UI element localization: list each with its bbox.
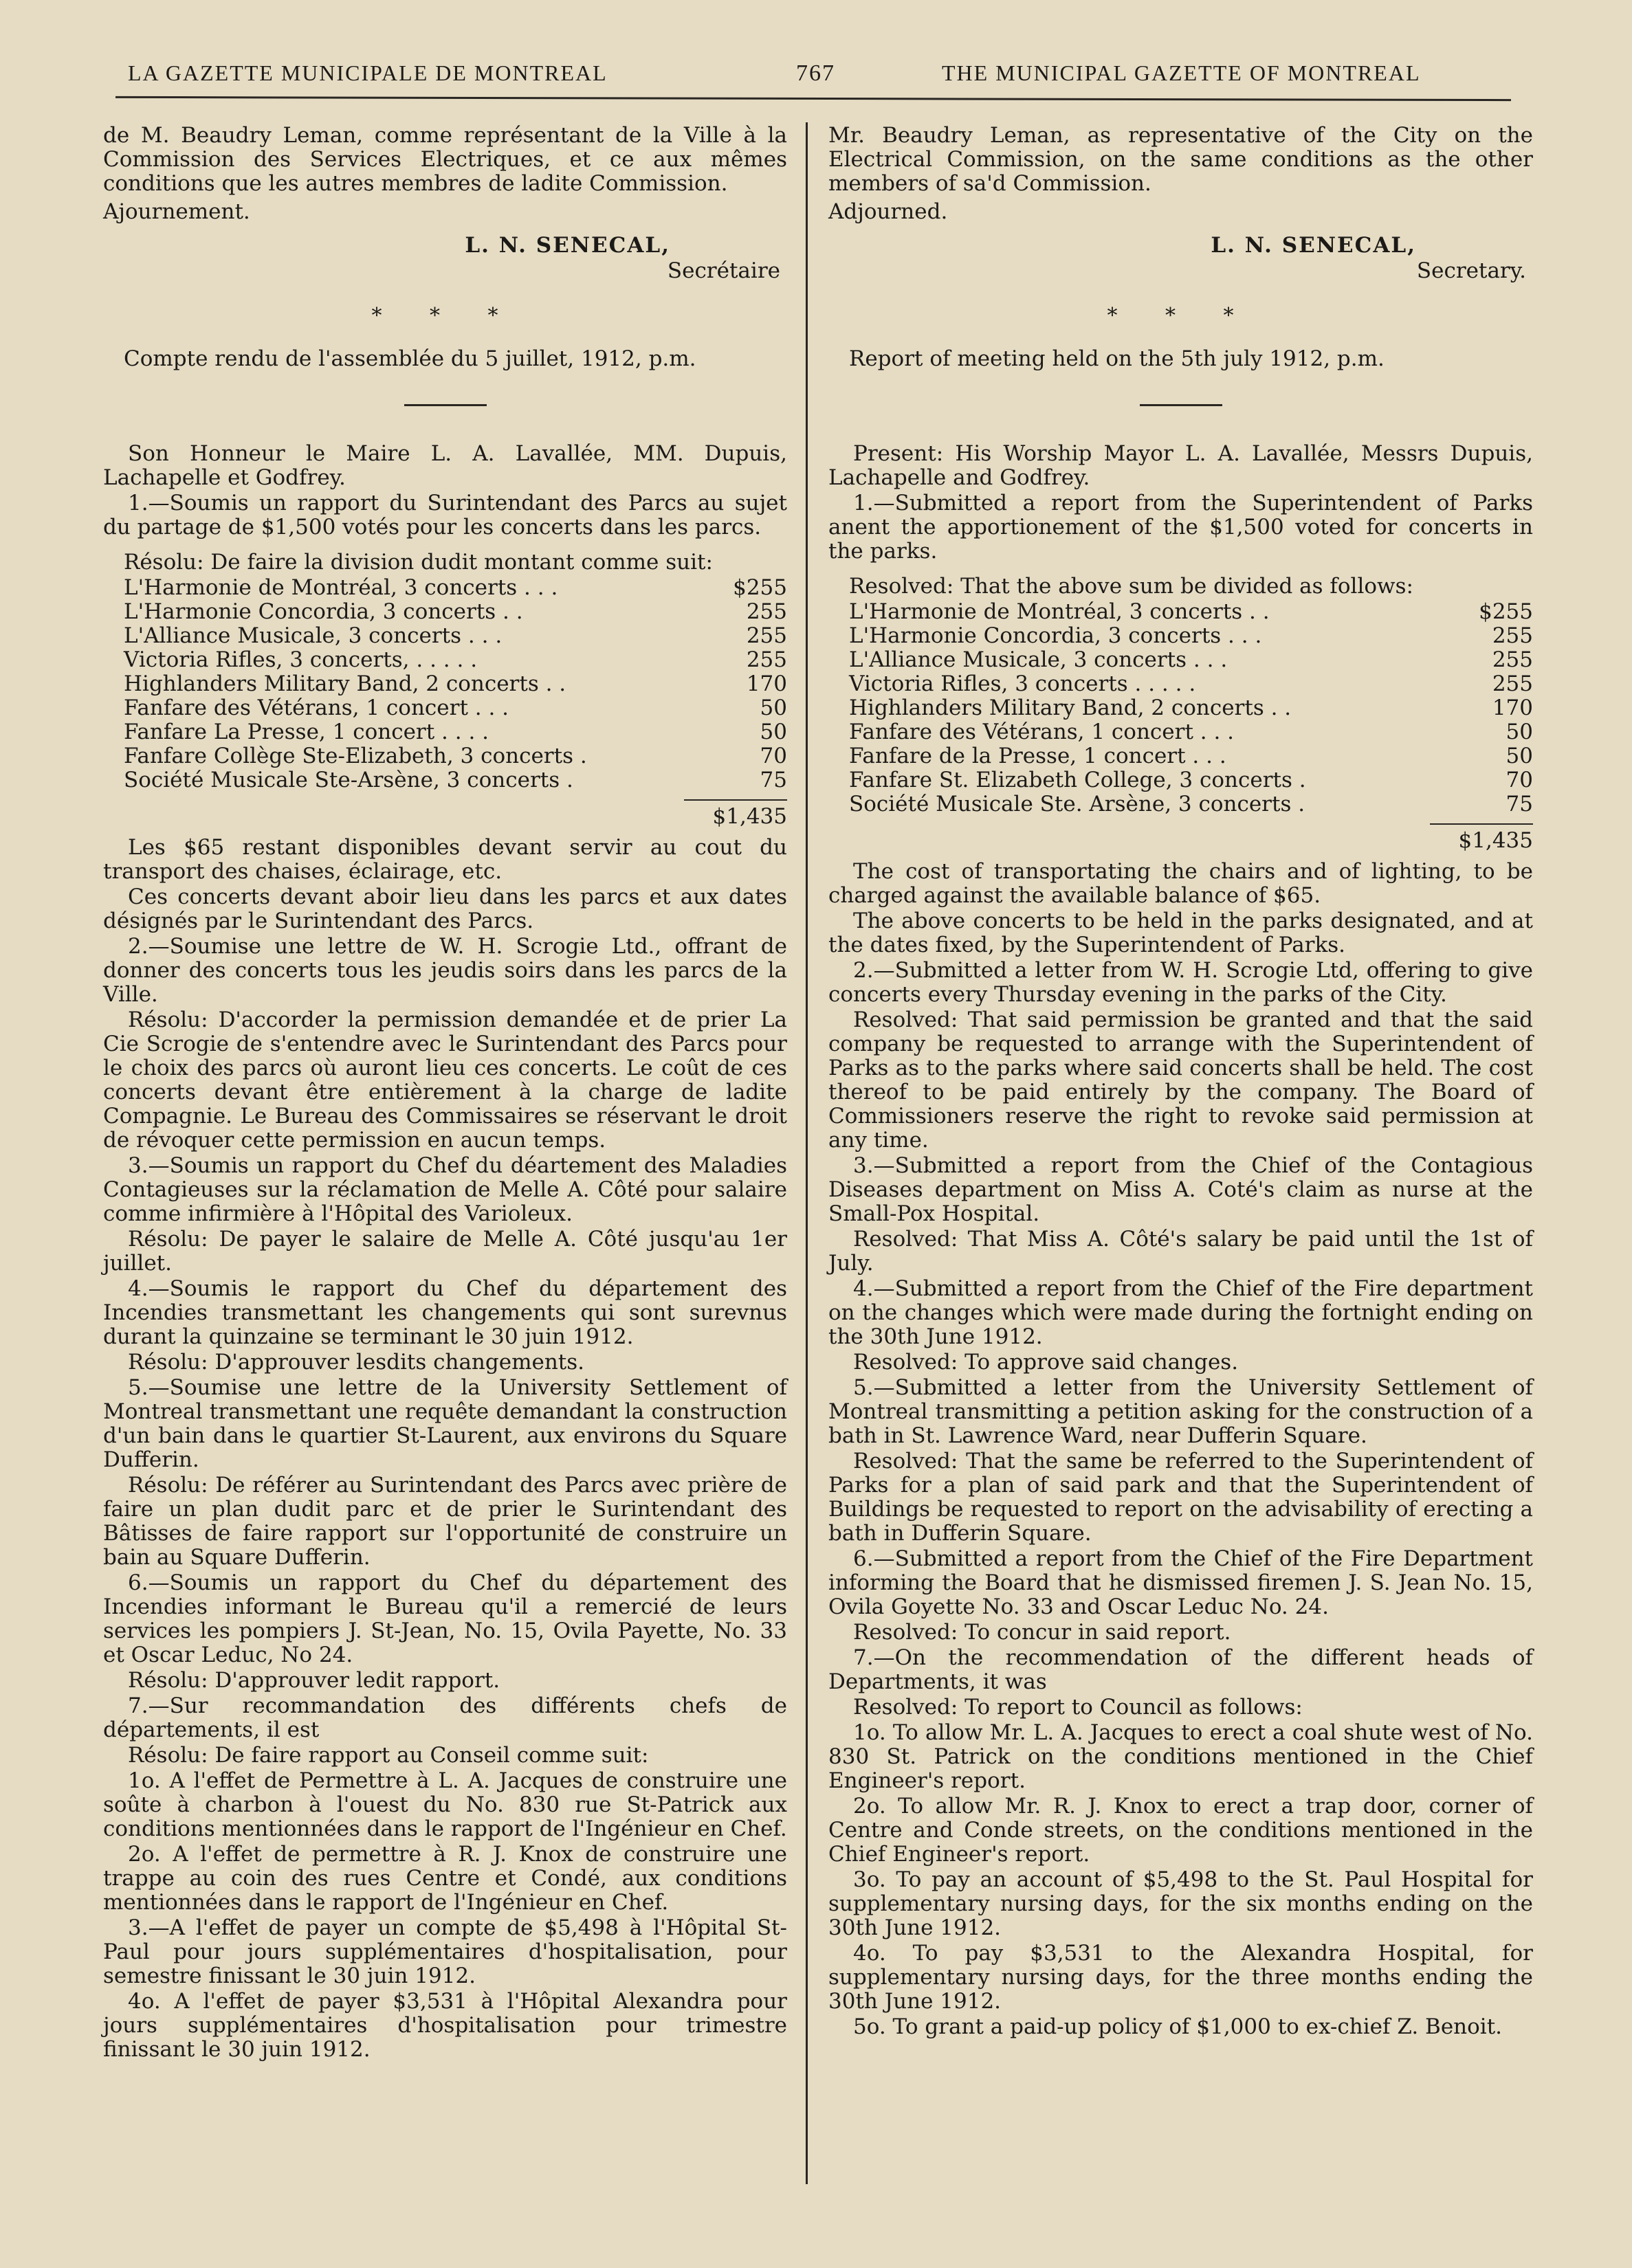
allocation-row (124, 600, 787, 624)
allocation-amount: 255 (1492, 647, 1533, 672)
resolved-7: Résolu: De faire rapport au Conseil comme suit: (128, 1743, 649, 1768)
allocation-row (849, 672, 1533, 696)
header-rule (115, 96, 1511, 101)
signature-title: Secrétaire (667, 258, 780, 283)
recommendation-4: 4o. A l'effet de payer $3,531 à l'Hôpital Alexandra pour jours supplémentaires d'hospitalisation pour trimestre finissant le 30 juin 1912. (103, 1989, 787, 2062)
recommendation-1: 1o. To allow Mr. L. A. Jacques to erect a coal shute west of No. 830 St. Patrick on the conditions mentioned in the Chief Engineer's report. (828, 1720, 1533, 1793)
header-french-title: LA GAZETTE MUNICIPALE DE MONTREAL (128, 60, 608, 85)
resolved-5: Résolu: De référer au Surintendant des Parcs avec prière de faire un plan dudit parc et de prier le Surintendant des Bâtisses de faire rapport sur l'opportunité de construire un bain au Square Dufferin. (103, 1473, 787, 1570)
item-7: 7.—Sur recommandation des différents chefs de départements, il est (103, 1693, 787, 1742)
allocation-row (849, 768, 1533, 792)
short-rule (1140, 404, 1222, 406)
allocation-amount: 255 (1492, 671, 1533, 696)
allocation-amount: 50 (1506, 720, 1533, 744)
allocation-name: L'Harmonie de Montréal, 3 concerts . . (849, 599, 1270, 624)
french-column (103, 124, 787, 2063)
present-paragraph: Present: His Worship Mayor L. A. Lavallée, Messrs Dupuis, Lachapelle and Godfrey. (828, 441, 1533, 490)
recommendation-2: 2o. A l'effet de permettre à R. J. Knox de construire une trappe au coin des rues Centre et Condé, aux conditions mentionnées dans le rapport de l'Ingénieur en Chef. (103, 1842, 787, 1915)
allocation-name: Société Musicale Ste-Arsène, 3 concerts . (124, 768, 573, 792)
meeting-heading: Report of meeting held on the 5th july 1912, p.m. (849, 346, 1385, 371)
allocation-total: $1,435 (712, 804, 787, 829)
item-2: 2.—Soumise une lettre de W. H. Scrogie Ltd., offrant de donner des concerts tous les jeudis soirs dans les parcs de la Ville. (103, 934, 787, 1007)
dates-paragraph: The above concerts to be held in the parks designated, and at the dates fixed, by the Superintendent of Parks. (828, 909, 1533, 957)
allocation-amount: 50 (760, 720, 787, 744)
allocation-row (849, 696, 1533, 720)
signature-title: Secretary. (1416, 258, 1526, 283)
allocation-row (849, 744, 1533, 768)
allocation-row (849, 648, 1533, 672)
allocation-row (124, 624, 787, 648)
resolved-split: Resolved: That the above sum be divided as follows: (849, 574, 1413, 599)
allocation-amount: 255 (746, 623, 787, 648)
allocation-amount: 170 (1492, 696, 1533, 720)
allocation-row (849, 720, 1533, 744)
allocation-row (124, 720, 787, 744)
allocation-amount: 50 (760, 696, 787, 720)
allocation-amount: 50 (1506, 744, 1533, 768)
resolved-split: Résolu: De faire la division dudit montant comme suit: (124, 550, 713, 575)
recommendation-5: 5o. To grant a paid-up policy of $1,000 to ex-chief Z. Benoit. (853, 2014, 1503, 2039)
allocation-amount: 255 (746, 599, 787, 624)
allocation-row (124, 744, 787, 768)
column-divider (806, 122, 808, 2184)
item-3: 3.—Submitted a report from the Chief of the Contagious Diseases department on Miss A. Coté's claim as nurse at the Small-Pox Hospital. (828, 1153, 1533, 1226)
present-paragraph: Son Honneur le Maire L. A. Lavallée, MM. Dupuis, Lachapelle et Godfrey. (103, 441, 787, 490)
allocation-name: Fanfare des Vétérans, 1 concert . . . (124, 696, 509, 720)
signature-name: L. N. SENECAL, (1211, 233, 1416, 258)
allocation-name: L'Alliance Musicale, 3 concerts . . . (849, 647, 1228, 672)
section-separator: * * * (1107, 304, 1255, 328)
allocation-amount: $255 (1479, 599, 1533, 624)
adjournment: Adjourned. (828, 199, 948, 224)
resolved-3: Résolu: De payer le salaire de Melle A. Côté jusqu'au 1er juillet. (103, 1227, 787, 1276)
intro-paragraph: Mr. Beaudry Leman, as representative of the City on the Electrical Commission, on the same conditions as the other members of sa'd Commission. (828, 123, 1533, 196)
allocation-name: Fanfare de la Presse, 1 concert . . . (849, 744, 1226, 768)
allocation-name: Victoria Rifles, 3 concerts . . . . . (849, 671, 1196, 696)
allocation-amount: 70 (1506, 768, 1533, 792)
allocation-list (849, 575, 1533, 853)
total-rule (1430, 823, 1533, 825)
item-6: 6.—Soumis un rapport du Chef du département des Incendies informant le Bureau qu'il a remercié de leurs services les pompiers J. St-Jean, No. 15, Ovila Payette, No. 33 et Oscar Leduc, No 24. (103, 1570, 787, 1667)
allocation-name: Société Musicale Ste. Arsène, 3 concerts . (849, 792, 1305, 816)
item-2: 2.—Submitted a letter from W. H. Scrogie Ltd, offering to give concerts every Thursday evening in the parks of the City. (828, 958, 1533, 1007)
allocation-row (849, 600, 1533, 624)
item-7: 7.—On the recommendation of the different heads of Departments, it was (828, 1645, 1533, 1694)
allocation-name: Highlanders Military Band, 2 concerts . . (124, 671, 566, 696)
allocation-row (124, 576, 787, 600)
item-1: 1.—Soumis un rapport du Surintendant des Parcs au sujet du partage de $1,500 votés pour les concerts dans les parcs. (103, 491, 787, 540)
allocation-row (124, 648, 787, 672)
item-4: 4.—Submitted a report from the Chief of the Fire department on the changes which were made during the fortnight ending on the 30th June 1912. (828, 1276, 1533, 1349)
allocation-row (124, 768, 787, 792)
resolved-3: Resolved: That Miss A. Côté's salary be paid until the 1st of July. (828, 1227, 1533, 1276)
item-6: 6.—Submitted a report from the Chief of the Fire Department informing the Board that he dismissed firemen J. S. Jean No. 15, Ovila Goyette No. 33 and Oscar Leduc No. 24. (828, 1546, 1533, 1619)
recommendation-3: 3.—A l'effet de payer un compte de $5,498 à l'Hôpital St-Paul pour jours supplémentaires d'hospitalisation, pour semestre finissant le 30 juin 1912. (103, 1915, 787, 1988)
allocation-amount: 75 (760, 768, 787, 792)
allocation-name: L'Harmonie Concordia, 3 concerts . . (124, 599, 523, 624)
allocation-name: Fanfare Collège Ste-Elizabeth, 3 concerts . (124, 744, 587, 768)
item-1: 1.—Submitted a report from the Superintendent of Parks anent the apportionement of the $1,500 voted for concerts in the parks. (828, 491, 1533, 564)
header-english-title: THE MUNICIPAL GAZETTE OF MONTREAL (942, 60, 1421, 85)
resolved-6: Résolu: D'approuver ledit rapport. (128, 1668, 500, 1693)
allocation-total: $1,435 (1458, 828, 1533, 853)
total-rule (684, 799, 787, 801)
allocation-name: Fanfare St. Elizabeth College, 3 concerts . (849, 768, 1306, 792)
recommendation-1: 1o. A l'effet de Permettre à L. A. Jacques de construire une soûte à charbon à l'ouest du No. 830 rue St-Patrick aux conditions mentionnées dans le rapport de l'Ingénieur en Chef. (103, 1768, 787, 1841)
allocation-name: Fanfare des Vétérans, 1 concert . . . (849, 720, 1235, 744)
allocation-amount: 75 (1506, 792, 1533, 816)
short-rule (404, 404, 487, 406)
allocation-name: L'Harmonie de Montréal, 3 concerts . . . (124, 575, 558, 600)
item-3: 3.—Soumis un rapport du Chef du déartement des Maladies Contagieuses sur la réclamation de Melle A. Côté pour salaire comme infirmière à l'Hôpital des Varioleux. (103, 1153, 787, 1226)
allocation-amount: 255 (746, 647, 787, 672)
resolved-7: Resolved: To report to Council as follows: (853, 1695, 1303, 1720)
allocation-name: L'Alliance Musicale, 3 concerts . . . (124, 623, 503, 648)
resolved-6: Resolved: To concur in said report. (853, 1620, 1231, 1645)
allocation-row (124, 672, 787, 696)
remaining-paragraph: Les $65 restant disponibles devant servir au cout du transport des chaises, éclairage, etc. (103, 835, 787, 884)
allocation-row (849, 792, 1533, 816)
allocation-name: Victoria Rifles, 3 concerts, . . . . . (124, 647, 478, 672)
recommendation-3: 3o. To pay an account of $5,498 to the St. Paul Hospital for supplementary nursing days, for the six months ending on the 30th June 1912. (828, 1867, 1533, 1940)
allocation-row (849, 624, 1533, 648)
resolved-5: Resolved: That the same be referred to the Superintendent of Parks for a plan of said park and that the Superintendent of Buildings be requested to report on the advisability of erecting a bath in Dufferin Square. (828, 1449, 1533, 1546)
allocation-list (124, 551, 787, 829)
meeting-heading: Compte rendu de l'assemblée du 5 juillet, 1912, p.m. (124, 346, 696, 371)
allocation-amount: 170 (746, 671, 787, 696)
allocation-name: L'Harmonie Concordia, 3 concerts . . . (849, 623, 1262, 648)
recommendation-2: 2o. To allow Mr. R. J. Knox to erect a trap door, corner of Centre and Conde streets, on the conditions mentioned in the Chief Engineer's report. (828, 1794, 1533, 1867)
adjournment: Ajournement. (103, 199, 250, 224)
english-column (828, 124, 1533, 2041)
allocation-amount: 70 (760, 744, 787, 768)
allocation-name: Highlanders Military Band, 2 concerts . . (849, 696, 1292, 720)
item-5: 5.—Soumise une lettre de la University Settlement of Montreal transmettant une requête demandant la construction d'un bain dans le quartier St-Laurent, aux environs du Square Dufferin. (103, 1375, 787, 1472)
resolved-4: Resolved: To approve said changes. (853, 1350, 1239, 1375)
section-separator: * * * (371, 304, 519, 328)
allocation-amount: $255 (733, 575, 787, 600)
item-5: 5.—Submitted a letter from the University Settlement of Montreal transmitting a petition asking for the construction of a bath in St. Lawrence Ward, near Dufferin Square. (828, 1375, 1533, 1448)
page-number: 767 (796, 60, 835, 86)
signature-name: L. N. SENECAL, (465, 233, 670, 258)
recommendation-4: 4o. To pay $3,531 to the Alexandra Hospital, for supplementary nursing days, for the three months ending the 30th June 1912. (828, 1941, 1533, 2014)
item-4: 4.—Soumis le rapport du Chef du département des Incendies transmettant les changements qui sont surevnus durant la quinzaine se terminant le 30 juin 1912. (103, 1276, 787, 1349)
resolved-2: Resolved: That said permission be granted and that the said company be requested to arrange with the Superintendent of Parks as to the parks where said concerts shall be held. The cost thereof to be paid entirely by the company. The Board of Commissioners reserve the right to revoke said permission at any time. (828, 1008, 1533, 1153)
resolved-4: Résolu: D'approuver lesdits changements. (128, 1350, 585, 1375)
intro-paragraph: de M. Beaudry Leman, comme représentant de la Ville à la Commission des Services Electriques, et ce aux mêmes conditions que les autres membres de ladite Commission. (103, 123, 787, 196)
dates-paragraph: Ces concerts devant aboir lieu dans les parcs et aux dates désignés par le Surintendant des Parcs. (103, 885, 787, 933)
resolved-2: Résolu: D'accorder la permission demandée et de prier La Cie Scrogie de s'entendre avec le Surintendant des Parcs pour le choix des parcs où auront lieu ces concerts. Le coût de ces concerts devant être entièrement à la charge de ladite Compagnie. Le Bureau des Commissaires se réservant le droit de révoquer cette permission en aucun temps. (103, 1008, 787, 1153)
allocation-amount: 255 (1492, 623, 1533, 648)
allocation-name: Fanfare La Presse, 1 concert . . . . (124, 720, 489, 744)
allocation-row (124, 696, 787, 720)
remaining-paragraph: The cost of transportating the chairs and of lighting, to be charged against the available balance of $65. (828, 859, 1533, 908)
